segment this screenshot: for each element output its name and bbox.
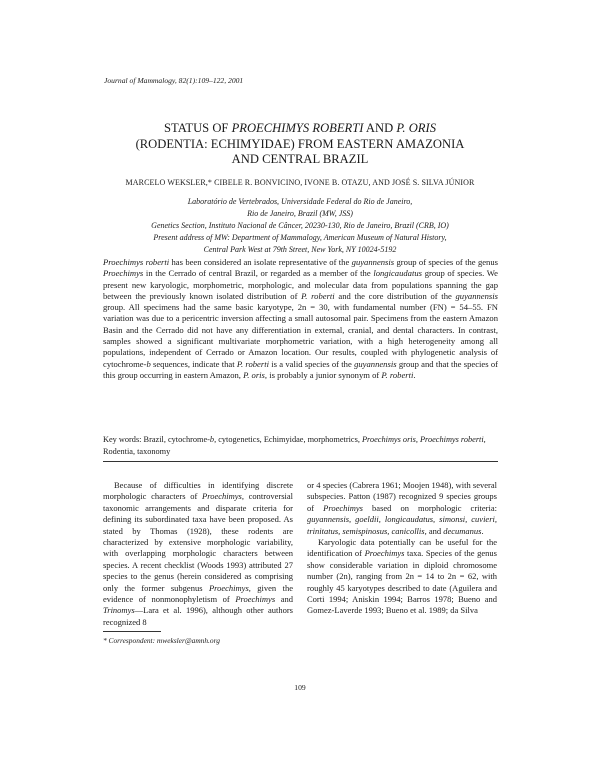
body-text: or 4 species (Cabrera 1961; Moojen 1948), with several subspecies. Patton (1987) recognized 9 species groups of [307,480,497,513]
body-text: taxa. Species of the genus show considerable variation in diploid chromosome number (2n), ranging from 2n = 14 to 2n = 62, with roughly 45 karyotypes described to date (Aguilera and Corti 1994; Aniskin 1994; Barros 1978; Bueno and Gomez-Laverde 1993; Bueno et al. 1989; da Silva [307,548,497,616]
abstract-italic: b [146,358,151,369]
abstract-text: group and that the species of this group occurring in eastern Amazon, [103,358,498,380]
author-list: MARCELO WEKSLER,* CIBELE R. BONVICINO, IVONE B. OTAZU, AND JOSÉ S. SILVA JÚNIOR [125,178,475,187]
abstract-italic: P. oris [243,369,265,380]
body-italic: Proechimys [202,491,242,502]
title-text: AND [363,121,397,135]
abstract [103,257,498,381]
title-text: STATUS OF [164,121,232,135]
affiliation-line: Rio de Janeiro, Brazil (MW, JSS) [247,209,353,218]
body-text: —Lara et al. 1996), although other authors recognized 8 [103,605,293,627]
abstract-italic: guyannensis [455,290,498,301]
abstract-italic: Proechimys [103,268,144,279]
body-italic: Proechimys [208,582,249,593]
abstract-italic: P. roberti [236,358,269,369]
keywords-italic: b [209,435,215,444]
journal-citation: Journal of Mammalogy, 82(1):109–122, 2001 [104,76,244,85]
keywords-text: Key words: Brazil, cytochrome- [103,435,210,444]
affiliations [100,196,500,256]
article-title [100,121,500,168]
keywords-italic: Proechimys oris, [361,435,418,444]
abstract-text: group of species of the genus [394,257,498,267]
body-italic: guyannensis, goeldii, longicaudatus, simonsi, cuvieri, trinitatus, semispinosus, canicollis [307,514,497,536]
paragraph [307,537,497,617]
title-taxon: P. ORIS [396,121,436,135]
body-italic: Proechimys [364,548,405,559]
abstract-italic: guyannensis [354,358,397,369]
footnote-divider [103,631,161,632]
body-italic: decumanus [443,525,482,536]
body-text: . [481,525,484,536]
body-text: , controversial taxonomic arrangements and disparate criteria for defining its subordinated taxa have been proposed. As stated by Thomas (1928), these rodents are characterized by extensive morphologic variability, with overlapping morphologic characters between species. A recent checklist (Woods 1993) attributed 27 species to the genus (herein considered as comprising only the former subgenus [103,491,294,593]
abstract-text: . [413,369,416,380]
affiliation-line: Laboratório de Vertebrados, Universidade Federal do Rio de Janeiro, [187,197,413,206]
keywords-text: Rodentia, taxonomy [103,446,171,456]
keywords-text: , cytogenetics, Echimyidae, morphometrics, [214,435,362,444]
abstract-text: group. All specimens had the same basic karyotype, 2n = 30, with fundamental number (FN) = 54–55. FN variation was due to a pericentric inversion affecting a small autosomal pair. Specimens from the eastern Amazon Basin and the Cerrado did not have any differentiation in external, cranial, and dental characters. In contrast, samples showed a significant multivariate morphometric variation, with a high heterogeneity among all populations, independent of Cerrado or Amazon location. Our results, coupled with phylogenetic analysis of cytochrome- [103,302,498,369]
abstract-text: group of species. We present new karyologic, morphometric, morphologic, and molecular data from populations spanning the gap between the previously known isolated distribution of [103,268,498,301]
affiliation-line: Present address of MW: Department of Mammalogy, American Museum of Natural History, [153,233,447,242]
abstract-italic: Proechimys roberti [103,257,170,267]
page-number: 109 [294,683,306,692]
body-text: , given the evidence of nonmonophyletism of [103,582,293,605]
title-line: (RODENTIA: ECHIMYIDAE) FROM EASTERN AMAZONIA [135,136,465,151]
body-column-left [103,480,293,628]
abstract-text: sequences, indicate that [150,358,237,369]
abstract-italic: P. roberti [381,369,414,380]
abstract-text: in the Cerrado of central Brazil, or regarded as a member of the [143,268,374,279]
abstract-italic: guyannensis [351,257,395,267]
correspondent-footnote: * Correspondent: mweksler@amnh.org [103,636,220,645]
paragraph [307,480,497,537]
abstract-italic: longicaudatus [373,268,423,279]
body-text: based on morphologic criteria: [362,502,497,513]
body-text: Because of difficulties in identifying discrete morphologic characters of [103,480,293,502]
keywords [103,434,498,457]
section-divider [103,461,498,462]
abstract-text: , is probably a junior synonym of [264,369,382,380]
abstract-italic: P. roberti [301,290,335,301]
affiliation-line: Central Park West at 79th Street, New York, NY 10024-5192 [203,245,397,254]
keywords-italic: Proechimys roberti, [419,435,486,444]
body-text: and [275,594,293,605]
body-text: , and [424,525,444,536]
body-italic: Proechimys [235,594,276,605]
body-italic: Trinomys [103,605,135,616]
abstract-text: and the core distribution of the [334,290,456,301]
body-italic: Proechimys [323,502,363,513]
body-column-right [307,480,497,617]
title-line: AND CENTRAL BRAZIL [231,152,369,166]
body-text: Karyologic data potentially can be useful for the identification of [307,537,497,559]
affiliation-line: Genetics Section, Instituto Nacional de Câncer, 20230-130, Rio de Janeiro, Brazil (CRB, IO) [151,221,449,230]
abstract-text: is a valid species of the [268,358,355,369]
title-taxon: PROECHIMYS ROBERTI [231,121,364,135]
abstract-text: has been considered an isolate representative of the [169,257,352,267]
